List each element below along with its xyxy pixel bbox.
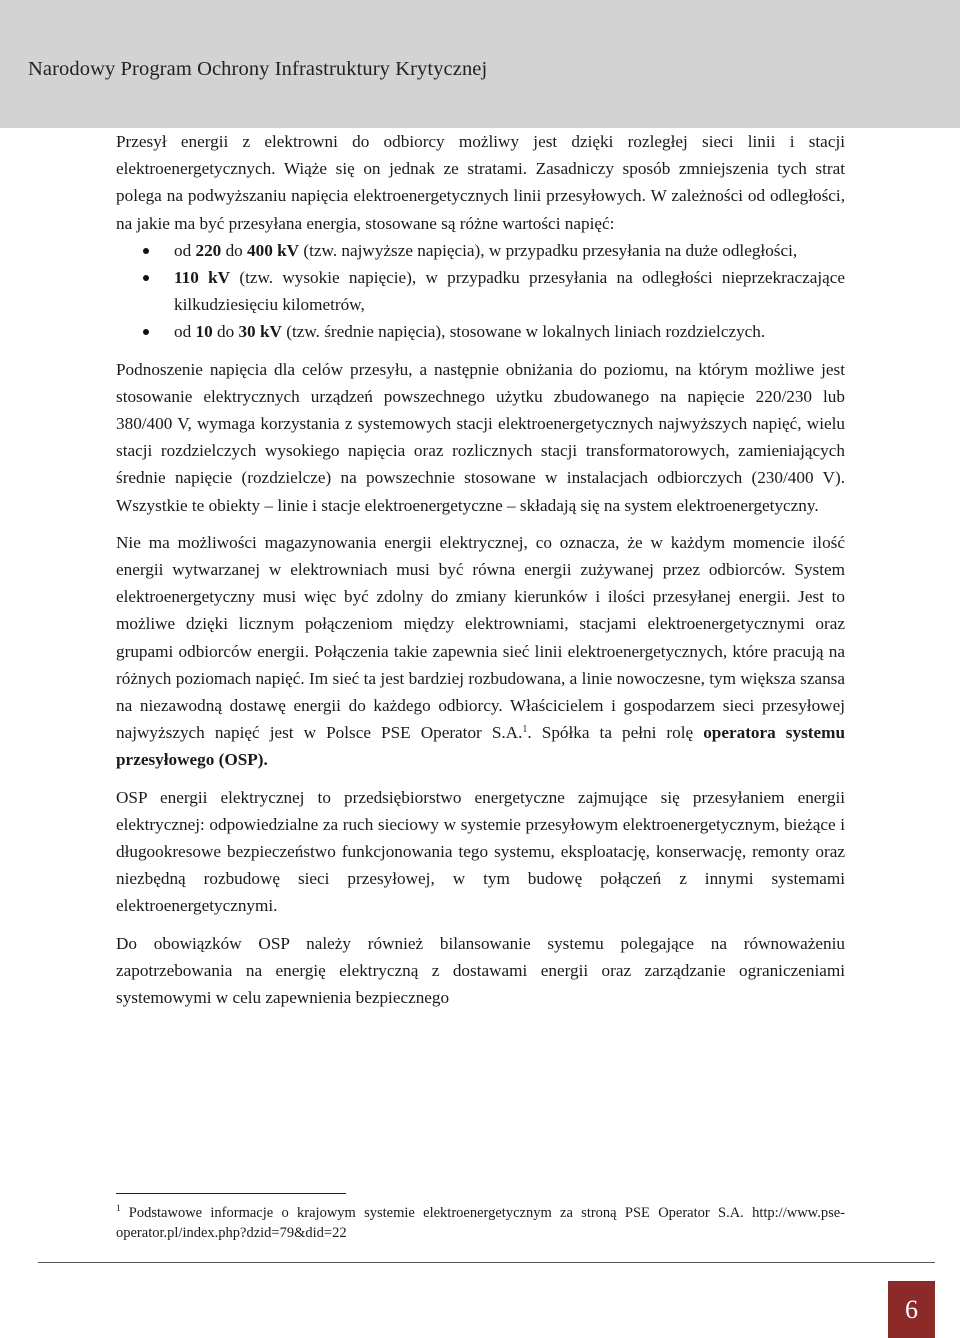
list-item xyxy=(116,237,845,264)
list-item-text: (tzw. średnie napięcia), stosowane w lokalnych liniach rozdzielczych. xyxy=(281,322,766,342)
paragraph-osp: OSP energii elektrycznej to przedsiębiorstwo energetyczne zajmujące się przesyłaniem energii elektrycznej: odpowiedzialne za ruch sieciowy w systemie przesyłowym elektroenergetycznym, bieżące i długookresowe bezpieczeństwo funkcjonowania tego systemu, eksploatację, konserwację, remonty oraz niezbędną rozbudowę sieci przesyłowej, w tym budowę połączeń z innymi systemami elektroenergetycznymi. xyxy=(116,787,845,916)
bullet-icon xyxy=(143,275,149,281)
paragraph-text: Nie ma możliwości magazynowania energii elektrycznej, co oznacza, że w każdym momencie ilość energii wytwarzanej w elektrowniach musi być równa energii zużywanej przez odbiorców. System elektroenergetyczny musi więc być zdolny do zmiany kierunków i ilości przesyłanej energii. Jest to możliwe dzięki licznym połączeniom między elektrowniami, stacjami elektroenergetycznymi oraz grupami odbiorców energii. Połączenia takie zapewnia sieć linii elektroenergetycznych, które pracują na różnych poziomach napięć. Im sieć ta jest bardziej rozbudowana, a linie nowoczesne, tym większa szansa na niezawodną dostawę energii do każdego odbiorcy. Właścicielem i gospodarzem sieci przesyłowej najwyższych napięć jest w Polsce PSE Operator S.A. xyxy=(116,532,845,743)
page-header xyxy=(0,0,960,128)
paragraph-voltage-raising: Podnoszenie napięcia dla celów przesyłu, a następnie obniżania do poziomu, na którym możliwe jest stosowanie elektrycznych urządzeń powszechnego użytku zbudowanego na napięcie 220/230 lub 380/400 V, wymaga korzystania z systemowych stacji elektroenergetycznych najwyższych napięć, wielu stacji rozdzielczych wysokiego napięcia oraz rozlicznych stacji transformatorowych, zamieniających średnie napięcie (rozdzielcze) na powszechnie stosowane w instalacjach odbiorczych (230/400 V). Wszystkie te obiekty – linie i stacje elektroenergetyczne – składają się na system elektroenergetyczny. xyxy=(116,359,845,515)
footnote-divider xyxy=(116,1193,346,1194)
list-item-text: od xyxy=(174,240,196,260)
footnote-text: Podstawowe informacje o krajowym systemie elektroenergetycznym za stroną PSE Operator S.A. http://www.pse-operator.pl/index.php?dzid=79&did=22 xyxy=(116,1205,845,1241)
voltage-value: 110 kV xyxy=(174,268,231,288)
footnote-reference[interactable]: 1 xyxy=(522,724,528,736)
list-item-text: do xyxy=(221,240,248,260)
voltage-value: 30 kV xyxy=(238,322,282,342)
list-item-text: do xyxy=(212,322,239,342)
bullet-icon xyxy=(143,329,149,335)
list-item-text: (tzw. najwyższe napięcia), w przypadku przesyłania na duże odległości, xyxy=(299,240,798,260)
header-title: Narodowy Program Ochrony Infrastruktury Krytycznej xyxy=(28,58,488,80)
footnote-number: 1 xyxy=(116,1203,121,1213)
bullet-icon xyxy=(143,248,149,254)
voltage-value: 220 xyxy=(195,240,222,260)
footnote xyxy=(116,1203,845,1243)
voltage-list xyxy=(116,237,845,346)
document-body xyxy=(116,128,845,1011)
list-item-text: od xyxy=(174,322,196,342)
list-item xyxy=(116,318,845,345)
voltage-value: 10 xyxy=(195,322,213,342)
paragraph-storage xyxy=(116,529,845,774)
footer-divider xyxy=(38,1262,935,1263)
list-item xyxy=(116,264,845,318)
paragraph-transmission: Przesył energii z elektrowni do odbiorcy możliwy jest dzięki rozległej sieci linii i stacji elektroenergetycznych. Wiąże się on jednak ze stratami. Zasadniczy sposób zmniejszenia tych strat polega na podwyższaniu napięcia elektroenergetycznych linii przesyłowych. W zależności od odległości, na jakie ma być przesyłana energia, stosowane są różne wartości napięć: xyxy=(116,132,845,233)
page-number: 6 xyxy=(888,1281,935,1338)
paragraph-text: . Spółka ta pełni rolę xyxy=(527,723,704,743)
voltage-value: 400 kV xyxy=(247,240,300,260)
bold-term: operatora systemu przesyłowego (OSP). xyxy=(116,723,845,770)
paragraph-obligations: Do obowiązków OSP należy również bilansowanie systemu polegające na równoważeniu zapotrzebowania na energię elektryczną z dostawami energii oraz zarządzanie ograniczeniami systemowymi w celu zapewnienia bezpiecznego xyxy=(116,933,845,1008)
list-item-text: (tzw. wysokie napięcie), w przypadku przesyłania na odległości nieprzekraczające kilkudziesięciu kilometrów, xyxy=(174,268,845,315)
